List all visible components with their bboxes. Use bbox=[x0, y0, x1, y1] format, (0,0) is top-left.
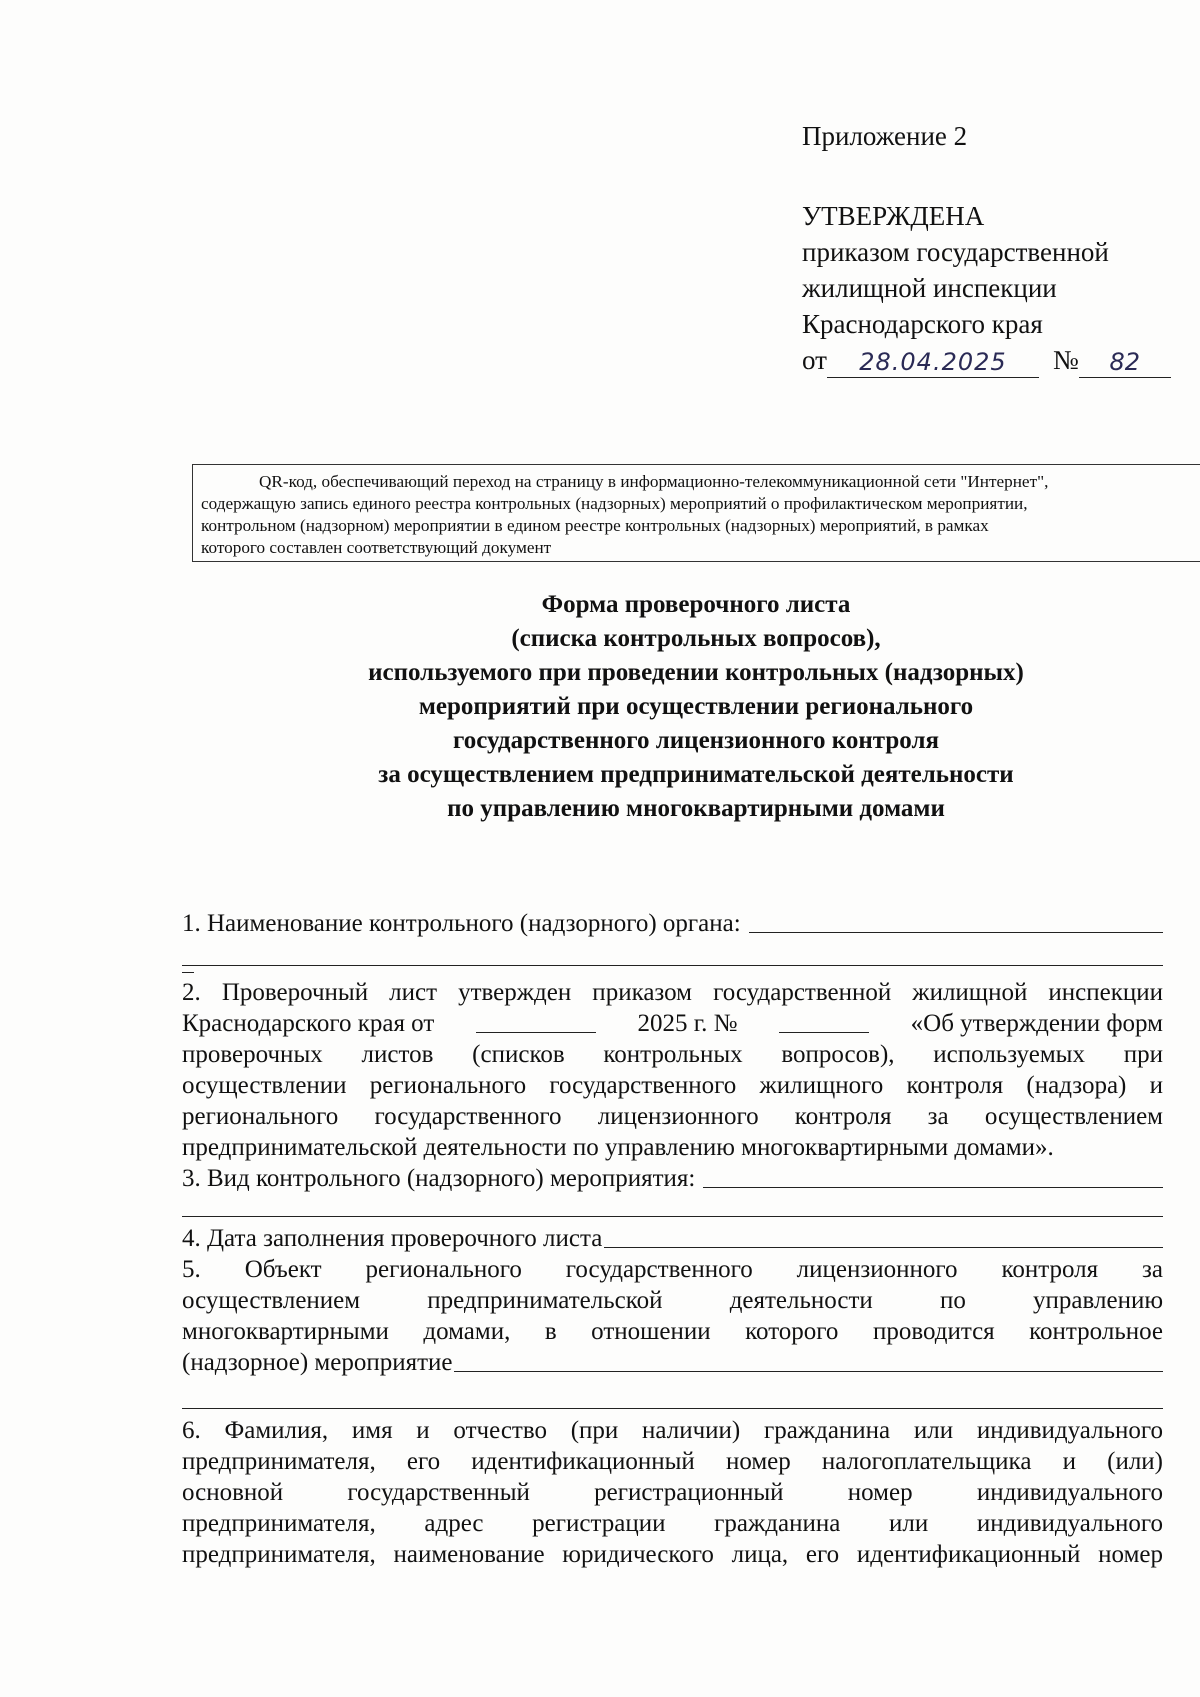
item-1-blank-line bbox=[182, 939, 1163, 966]
title-line: Форма проверочного листа bbox=[541, 591, 851, 618]
item-1-blank bbox=[749, 931, 1163, 933]
approval-line-3: Краснодарского края bbox=[802, 309, 1043, 339]
from-label: от bbox=[802, 345, 827, 375]
qr-note-line: которого составлен соответствующий документ bbox=[201, 538, 552, 557]
approval-block bbox=[802, 118, 1171, 378]
item-2-line-c: проверочных листов (списков контрольных вопросов), используемых при bbox=[182, 1041, 1163, 1068]
item-3-row bbox=[182, 1163, 1163, 1194]
item-5-row-d bbox=[182, 1347, 1163, 1378]
title-line: используемого при проведении контрольных (надзорных) bbox=[368, 659, 1024, 686]
item-4-row bbox=[182, 1223, 1163, 1254]
title-line: (списка контрольных вопросов), bbox=[511, 625, 881, 652]
qr-code-note bbox=[192, 464, 1200, 562]
title-line: за осуществлением предпринимательской деятельности bbox=[378, 761, 1014, 788]
form-title bbox=[192, 588, 1200, 826]
appendix-label: Приложение 2 bbox=[802, 121, 968, 151]
item-2-line-b: Краснодарского края от 2025 г. № «Об утверждении форм bbox=[182, 1010, 1163, 1037]
item-6-line-d: предпринимателя, адрес регистрации гражданина или индивидуального bbox=[182, 1510, 1163, 1537]
item-1-label: 1. Наименование контрольного (надзорного) органа: bbox=[182, 910, 741, 937]
item-6-line-a: 6. Фамилия, имя и отчество (при наличии) гражданина или индивидуального bbox=[182, 1417, 1163, 1444]
approval-line-2: жилищной инспекции bbox=[802, 273, 1057, 303]
form-body bbox=[182, 908, 1163, 1570]
item-5-line-b: осуществлением предпринимательской деятельности по управлению bbox=[182, 1287, 1163, 1314]
title-line: по управлению многоквартирными домами bbox=[447, 795, 945, 822]
item-2-line-a: 2. Проверочный лист утвержден приказом государственной жилищной инспекции bbox=[182, 979, 1163, 1006]
handwritten-date: 28.04.2025 bbox=[827, 347, 1039, 378]
item-1-row bbox=[182, 908, 1163, 939]
item-2-line-f: предпринимательской деятельности по управлению многоквартирными домами». bbox=[182, 1134, 1054, 1161]
item-2-line-d: осуществлении регионального государственного жилищного контроля (надзора) и bbox=[182, 1072, 1163, 1099]
item-5-label-d: (надзорное) мероприятие bbox=[182, 1349, 453, 1376]
item-3-label: 3. Вид контрольного (надзорного) мероприятия: bbox=[182, 1165, 696, 1192]
stray-dash bbox=[182, 966, 194, 973]
item-4-label: 4. Дата заполнения проверочного листа bbox=[182, 1225, 603, 1252]
item-5-line-c: многоквартирными домами, в отношении которого проводится контрольное bbox=[182, 1318, 1163, 1345]
title-line: государственного лицензионного контроля bbox=[453, 727, 939, 754]
qr-note-line: контрольном (надзорном) мероприятии в едином реестре контрольных (надзорных) мероприятий, в рамках bbox=[201, 516, 989, 535]
item-2-line-e: регионального государственного лицензионного контроля за осуществлением bbox=[182, 1103, 1163, 1130]
approval-date-line bbox=[802, 342, 1171, 378]
item-6-line-e: предпринимателя, наименование юридического лица, его идентификационный номер bbox=[182, 1541, 1163, 1568]
item-5-blank bbox=[454, 1370, 1163, 1372]
approval-line-1: приказом государственной bbox=[802, 237, 1109, 267]
qr-note-line: QR-код, обеспечивающий переход на страницу в информационно-телекоммуникационной сети "Интернет", bbox=[259, 472, 1049, 491]
item-2-date-blank bbox=[476, 1031, 596, 1033]
item-3-blank-line bbox=[182, 1194, 1163, 1217]
item-3-blank bbox=[703, 1186, 1163, 1188]
approved-heading: УТВЕРЖДЕНА bbox=[802, 201, 985, 231]
item-6-line-b: предпринимателя, его идентификационный номер налогоплательщика и (или) bbox=[182, 1448, 1163, 1475]
item-6-line-c: основной государственный регистрационный номер индивидуального bbox=[182, 1479, 1163, 1506]
item-5-blank-line bbox=[182, 1378, 1163, 1409]
item-5-line-a: 5. Объект регионального государственного лицензионного контроля за bbox=[182, 1256, 1163, 1283]
handwritten-number: 82 bbox=[1079, 347, 1171, 378]
item-4-blank bbox=[604, 1246, 1163, 1248]
item-2-number-blank bbox=[779, 1031, 869, 1033]
qr-note-line: содержащую запись единого реестра контрольных (надзорных) мероприятий о профилактическом мероприятии, bbox=[201, 494, 1028, 513]
title-line: мероприятий при осуществлении регионального bbox=[418, 693, 974, 720]
number-label: № bbox=[1052, 345, 1079, 375]
